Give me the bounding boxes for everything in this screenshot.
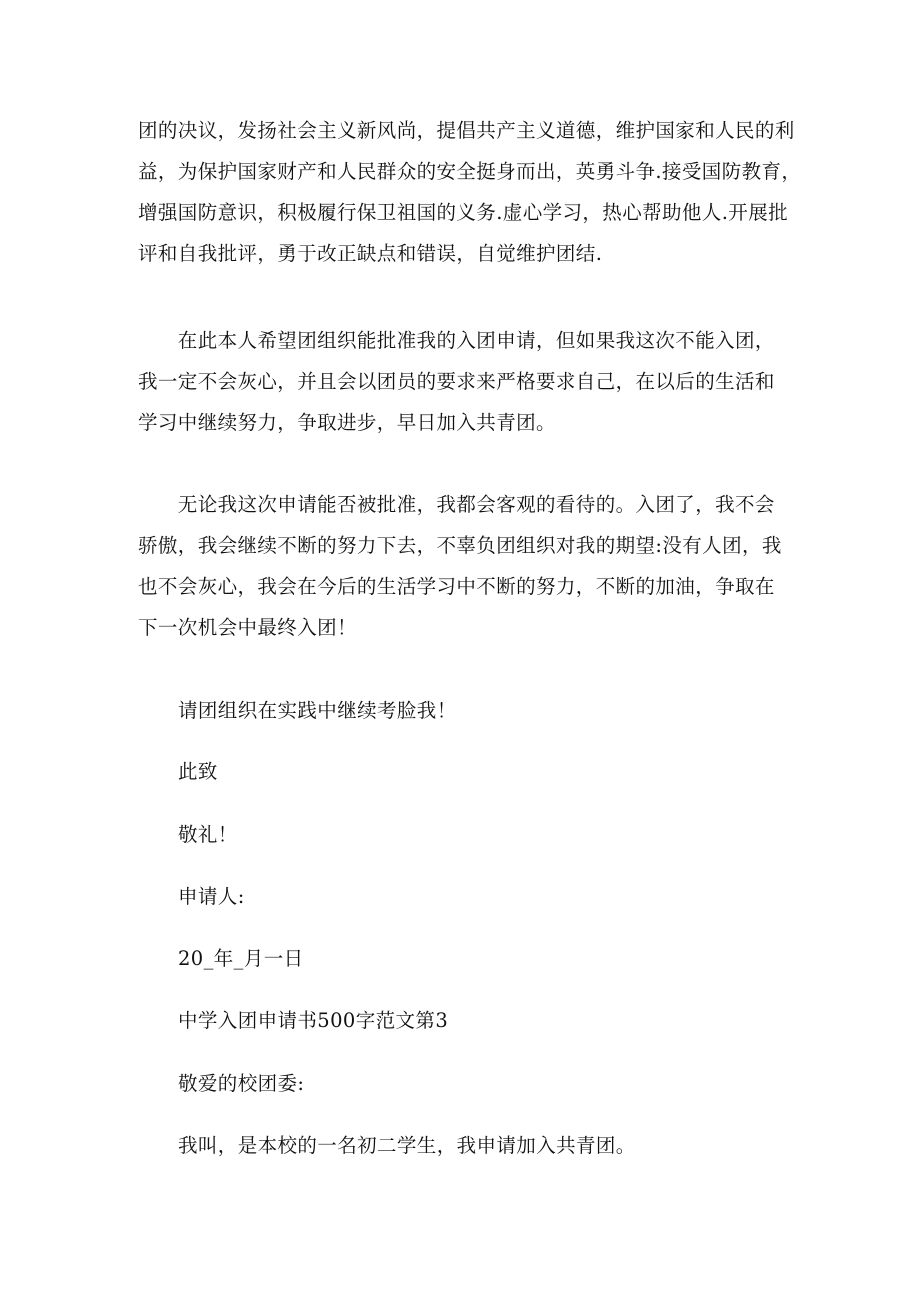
text-line: 无论我这次申请能否被批准，我都会客观的看待的。入团了，我不会 — [138, 493, 775, 516]
text-line: 在此本人希望团组织能批准我的入团申请，但如果我这次不能入团， — [138, 329, 775, 352]
paragraph-duties — [138, 110, 802, 274]
text-line: 下一次机会中最终入团！ — [138, 616, 357, 639]
paragraph-attitude — [138, 484, 798, 648]
text-line: 学习中继续努力，争取进步，早日加入共青团。 — [138, 411, 556, 434]
text-line: 骄傲，我会继续不断的努力下去，不辜负团组织对我的期望:没有人团，我 — [138, 534, 782, 557]
text-line: 我一定不会灰心，并且会以团员的要求来严格要求自己，在以后的生活和 — [138, 370, 775, 393]
closing-request: 请团组织在实践中继续考脸我！ — [178, 699, 457, 722]
closing-salutation: 此致 — [178, 760, 218, 783]
paragraph-hope — [138, 320, 798, 443]
text-line: 也不会灰心，我会在今后的生活学习中不断的努力，不断的加油，争取在 — [138, 575, 775, 598]
closing-regards: 敬礼！ — [178, 823, 238, 846]
date-line: 20_年_月一日 — [178, 947, 304, 970]
applicant-label: 申请人: — [178, 885, 245, 908]
text-line: 增强国防意识，积极履行保卫祖国的义务.虚心学习，热心帮助他人.开展批 — [138, 201, 788, 224]
text-line: 益，为保护国家财产和人民群众的安全挺身而出，英勇斗争.接受国防教育， — [138, 160, 802, 183]
intro-line: 我叫，是本校的一名初二学生，我申请加入共青团。 — [178, 1134, 636, 1157]
text-line: 团的决议，发扬社会主义新风尚，提倡共产主义道德，维护国家和人民的利 — [138, 119, 795, 142]
text-line: 评和自我批评，勇于改正缺点和错误，自觉维护团结. — [138, 242, 603, 265]
greeting: 敬爱的校团委: — [178, 1072, 305, 1095]
section-title: 中学入团申请书500字范文第3 — [178, 1009, 449, 1032]
